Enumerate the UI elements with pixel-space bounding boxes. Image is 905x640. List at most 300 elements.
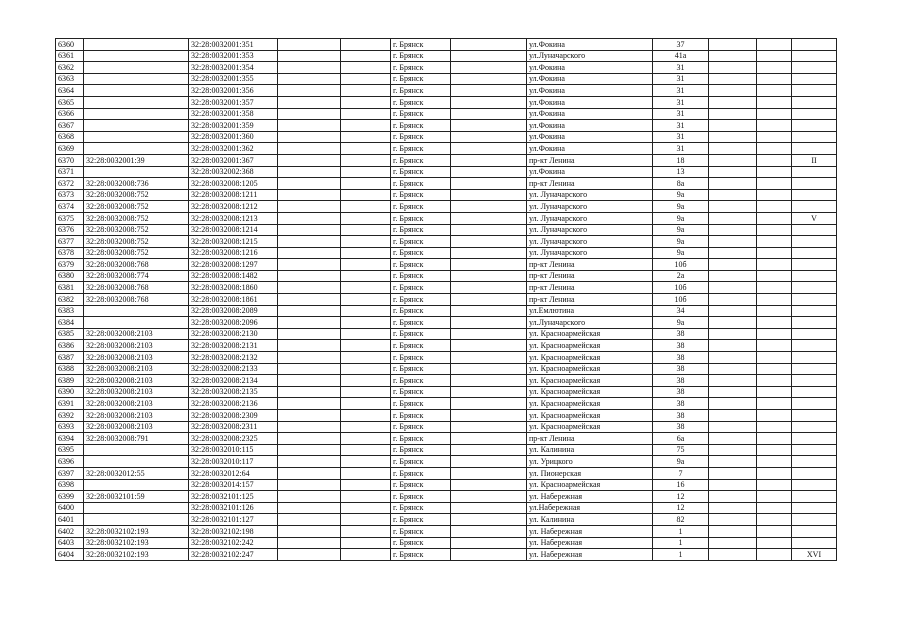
empty-cell: [451, 317, 527, 329]
empty-cell: [451, 514, 527, 526]
empty-cell: [709, 525, 757, 537]
cadastral-number: 32:28:0032102:242: [189, 537, 278, 549]
cadastral-number: 32:28:0032008:2311: [189, 421, 278, 433]
empty-cell: [709, 120, 757, 132]
row-number: 6362: [56, 62, 84, 74]
empty-cell: [341, 305, 391, 317]
table-row: [56, 166, 837, 178]
house-number: 37: [653, 39, 709, 51]
empty-cell: [757, 39, 792, 51]
empty-cell: [341, 352, 391, 364]
mark-cell: [792, 143, 837, 155]
cadastral-number: 32:28:0032001:354: [189, 62, 278, 74]
city-cell: г. Брянск: [391, 85, 451, 97]
mark-cell: [792, 444, 837, 456]
empty-cell: [278, 537, 341, 549]
mark-cell: [792, 433, 837, 445]
empty-cell: [341, 85, 391, 97]
table-row: [56, 259, 837, 271]
empty-cell: [451, 549, 527, 561]
mark-cell: [792, 294, 837, 306]
cadastral-number: 32:28:0032101:125: [189, 491, 278, 503]
empty-cell: [757, 143, 792, 155]
house-number: 38: [653, 398, 709, 410]
empty-cell: [709, 178, 757, 190]
empty-cell: [341, 154, 391, 166]
parent-cadastral-number: 32:28:0032008:2103: [84, 398, 189, 410]
city-cell: г. Брянск: [391, 410, 451, 422]
empty-cell: [709, 62, 757, 74]
street-cell: пр-кт Ленина: [527, 282, 653, 294]
parent-cadastral-number: 32:28:0032008:768: [84, 282, 189, 294]
empty-cell: [757, 96, 792, 108]
empty-cell: [341, 62, 391, 74]
city-cell: г. Брянск: [391, 421, 451, 433]
empty-cell: [451, 456, 527, 468]
cadastral-number: 32:28:0032008:1860: [189, 282, 278, 294]
cadastral-number: 32:28:0032014:157: [189, 479, 278, 491]
table-row: [56, 294, 837, 306]
mark-cell: [792, 108, 837, 120]
street-cell: ул. Набережная: [527, 537, 653, 549]
cadastral-number: 32:28:0032008:1205: [189, 178, 278, 190]
parent-cadastral-number: 32:28:0032008:752: [84, 201, 189, 213]
house-number: 38: [653, 363, 709, 375]
house-number: 18: [653, 154, 709, 166]
mark-cell: [792, 456, 837, 468]
mark-cell: [792, 236, 837, 248]
cadastral-number: 32:28:0032008:1214: [189, 224, 278, 236]
city-cell: г. Брянск: [391, 294, 451, 306]
house-number: 9а: [653, 236, 709, 248]
empty-cell: [451, 294, 527, 306]
city-cell: г. Брянск: [391, 96, 451, 108]
mark-cell: [792, 39, 837, 51]
table-row: [56, 317, 837, 329]
cadastral-number: 32:28:0032008:2096: [189, 317, 278, 329]
table-row: [56, 131, 837, 143]
cadastral-number: 32:28:0032002:368: [189, 166, 278, 178]
cadastral-number: 32:28:0032001:357: [189, 96, 278, 108]
empty-cell: [278, 375, 341, 387]
empty-cell: [341, 479, 391, 491]
street-cell: ул. Красноармейская: [527, 352, 653, 364]
empty-cell: [451, 305, 527, 317]
empty-cell: [709, 143, 757, 155]
empty-cell: [757, 62, 792, 74]
street-cell: ул. Красноармейская: [527, 375, 653, 387]
empty-cell: [341, 317, 391, 329]
table-row: [56, 143, 837, 155]
empty-cell: [451, 525, 527, 537]
table-row: [56, 212, 837, 224]
empty-cell: [757, 50, 792, 62]
mark-cell: [792, 50, 837, 62]
cadastral-number: 32:28:0032008:1211: [189, 189, 278, 201]
street-cell: ул. Красноармейская: [527, 340, 653, 352]
empty-cell: [709, 73, 757, 85]
mark-cell: [792, 467, 837, 479]
cadastral-number: 32:28:0032001:355: [189, 73, 278, 85]
empty-cell: [278, 189, 341, 201]
empty-cell: [757, 212, 792, 224]
mark-cell: [792, 479, 837, 491]
house-number: 9а: [653, 212, 709, 224]
house-number: 12: [653, 502, 709, 514]
parent-cadastral-number: 32:28:0032008:2103: [84, 410, 189, 422]
row-number: 6393: [56, 421, 84, 433]
house-number: 9а: [653, 224, 709, 236]
row-number: 6382: [56, 294, 84, 306]
row-number: 6404: [56, 549, 84, 561]
mark-cell: [792, 328, 837, 340]
street-cell: ул. Красноармейская: [527, 328, 653, 340]
empty-cell: [709, 39, 757, 51]
empty-cell: [709, 421, 757, 433]
city-cell: г. Брянск: [391, 50, 451, 62]
empty-cell: [757, 328, 792, 340]
street-cell: пр-кт Ленина: [527, 433, 653, 445]
empty-cell: [709, 514, 757, 526]
empty-cell: [757, 467, 792, 479]
table-row: [56, 340, 837, 352]
empty-cell: [757, 247, 792, 259]
street-cell: ул. Луначарского: [527, 212, 653, 224]
empty-cell: [278, 363, 341, 375]
table-row: [56, 537, 837, 549]
row-number: 6391: [56, 398, 84, 410]
house-number: 8а: [653, 178, 709, 190]
cadastral-number: 32:28:0032101:127: [189, 514, 278, 526]
empty-cell: [341, 178, 391, 190]
mark-cell: [792, 62, 837, 74]
cadastral-number: 32:28:0032001:367: [189, 154, 278, 166]
empty-cell: [709, 433, 757, 445]
empty-cell: [278, 85, 341, 97]
empty-cell: [341, 386, 391, 398]
house-number: 38: [653, 386, 709, 398]
empty-cell: [757, 189, 792, 201]
empty-cell: [709, 189, 757, 201]
parent-cadastral-number: 32:28:0032008:768: [84, 259, 189, 271]
parent-cadastral-number: 32:28:0032008:2103: [84, 421, 189, 433]
empty-cell: [709, 386, 757, 398]
empty-cell: [709, 491, 757, 503]
house-number: 9а: [653, 247, 709, 259]
table-row: [56, 224, 837, 236]
house-number: 38: [653, 328, 709, 340]
empty-cell: [757, 85, 792, 97]
table-row: [56, 282, 837, 294]
empty-cell: [709, 224, 757, 236]
row-number: 6373: [56, 189, 84, 201]
street-cell: ул.Фокина: [527, 73, 653, 85]
empty-cell: [451, 502, 527, 514]
table-row: [56, 410, 837, 422]
empty-cell: [451, 120, 527, 132]
city-cell: г. Брянск: [391, 537, 451, 549]
parent-cadastral-number: 32:28:0032102:193: [84, 525, 189, 537]
parent-cadastral-number: 32:28:0032008:2103: [84, 340, 189, 352]
city-cell: г. Брянск: [391, 491, 451, 503]
empty-cell: [709, 131, 757, 143]
parent-cadastral-number: [84, 305, 189, 317]
empty-cell: [341, 491, 391, 503]
mark-cell: [792, 317, 837, 329]
empty-cell: [278, 236, 341, 248]
street-cell: ул. Набережная: [527, 491, 653, 503]
empty-cell: [451, 386, 527, 398]
empty-cell: [709, 410, 757, 422]
parent-cadastral-number: [84, 73, 189, 85]
row-number: 6372: [56, 178, 84, 190]
city-cell: г. Брянск: [391, 224, 451, 236]
empty-cell: [709, 456, 757, 468]
empty-cell: [757, 514, 792, 526]
empty-cell: [451, 444, 527, 456]
city-cell: г. Брянск: [391, 456, 451, 468]
row-number: 6363: [56, 73, 84, 85]
empty-cell: [341, 502, 391, 514]
empty-cell: [278, 502, 341, 514]
parent-cadastral-number: 32:28:0032008:2103: [84, 375, 189, 387]
street-cell: ул. Калинина: [527, 514, 653, 526]
mark-cell: [792, 259, 837, 271]
house-number: 13: [653, 166, 709, 178]
empty-cell: [341, 96, 391, 108]
cadastral-number: 32:28:0032008:2089: [189, 305, 278, 317]
row-number: 6376: [56, 224, 84, 236]
table-row: [56, 363, 837, 375]
mark-cell: [792, 282, 837, 294]
empty-cell: [278, 479, 341, 491]
empty-cell: [709, 259, 757, 271]
street-cell: ул. Калинина: [527, 444, 653, 456]
street-cell: ул. Луначарского: [527, 236, 653, 248]
parent-cadastral-number: [84, 502, 189, 514]
table-row: [56, 479, 837, 491]
empty-cell: [278, 224, 341, 236]
city-cell: г. Брянск: [391, 375, 451, 387]
empty-cell: [341, 201, 391, 213]
empty-cell: [278, 398, 341, 410]
empty-cell: [278, 50, 341, 62]
parent-cadastral-number: 32:28:0032008:2103: [84, 328, 189, 340]
house-number: 1: [653, 537, 709, 549]
empty-cell: [278, 62, 341, 74]
empty-cell: [341, 73, 391, 85]
table-row: [56, 502, 837, 514]
row-number: 6367: [56, 120, 84, 132]
row-number: 6384: [56, 317, 84, 329]
city-cell: г. Брянск: [391, 212, 451, 224]
street-cell: ул.Фокина: [527, 131, 653, 143]
empty-cell: [278, 467, 341, 479]
empty-cell: [278, 352, 341, 364]
cadastral-number: 32:28:0032008:2133: [189, 363, 278, 375]
empty-cell: [341, 50, 391, 62]
empty-cell: [757, 166, 792, 178]
empty-cell: [709, 340, 757, 352]
table-row: [56, 62, 837, 74]
cadastral-number: 32:28:0032001:353: [189, 50, 278, 62]
cadastral-number: 32:28:0032008:2325: [189, 433, 278, 445]
parent-cadastral-number: 32:28:0032102:193: [84, 537, 189, 549]
city-cell: г. Брянск: [391, 236, 451, 248]
empty-cell: [278, 433, 341, 445]
parent-cadastral-number: [84, 143, 189, 155]
row-number: 6378: [56, 247, 84, 259]
house-number: 31: [653, 62, 709, 74]
city-cell: г. Брянск: [391, 479, 451, 491]
empty-cell: [451, 352, 527, 364]
row-number: 6383: [56, 305, 84, 317]
empty-cell: [709, 352, 757, 364]
empty-cell: [451, 85, 527, 97]
mark-cell: [792, 73, 837, 85]
cadastral-number: 32:28:0032001:359: [189, 120, 278, 132]
parent-cadastral-number: [84, 444, 189, 456]
empty-cell: [757, 398, 792, 410]
row-number: 6360: [56, 39, 84, 51]
house-number: 31: [653, 73, 709, 85]
mark-cell: [792, 363, 837, 375]
empty-cell: [757, 340, 792, 352]
empty-cell: [341, 108, 391, 120]
empty-cell: [757, 178, 792, 190]
table-row: [56, 201, 837, 213]
city-cell: г. Брянск: [391, 143, 451, 155]
cadastral-number: 32:28:0032010:117: [189, 456, 278, 468]
row-number: 6395: [56, 444, 84, 456]
empty-cell: [278, 247, 341, 259]
empty-cell: [451, 62, 527, 74]
parent-cadastral-number: [84, 120, 189, 132]
city-cell: г. Брянск: [391, 444, 451, 456]
mark-cell: [792, 224, 837, 236]
empty-cell: [451, 154, 527, 166]
empty-cell: [451, 259, 527, 271]
street-cell: ул. Набережная: [527, 549, 653, 561]
cadastral-number: 32:28:0032012:64: [189, 467, 278, 479]
mark-cell: [792, 410, 837, 422]
parent-cadastral-number: 32:28:0032008:774: [84, 270, 189, 282]
empty-cell: [709, 282, 757, 294]
empty-cell: [341, 120, 391, 132]
mark-cell: [792, 247, 837, 259]
parent-cadastral-number: [84, 479, 189, 491]
empty-cell: [278, 39, 341, 51]
cadastral-number: 32:28:0032008:1213: [189, 212, 278, 224]
parent-cadastral-number: 32:28:0032012:55: [84, 467, 189, 479]
row-number: 6371: [56, 166, 84, 178]
empty-cell: [757, 108, 792, 120]
empty-cell: [451, 340, 527, 352]
table-row: [56, 85, 837, 97]
mark-cell: [792, 525, 837, 537]
parent-cadastral-number: 32:28:0032102:193: [84, 549, 189, 561]
row-number: 6381: [56, 282, 84, 294]
city-cell: г. Брянск: [391, 305, 451, 317]
parent-cadastral-number: 32:28:0032008:736: [84, 178, 189, 190]
city-cell: г. Брянск: [391, 108, 451, 120]
table-row: [56, 50, 837, 62]
table-row: [56, 421, 837, 433]
empty-cell: [709, 96, 757, 108]
empty-cell: [278, 444, 341, 456]
empty-cell: [341, 514, 391, 526]
table-row: [56, 247, 837, 259]
empty-cell: [278, 328, 341, 340]
parent-cadastral-number: [84, 166, 189, 178]
row-number: 6397: [56, 467, 84, 479]
mark-cell: [792, 375, 837, 387]
empty-cell: [709, 317, 757, 329]
street-cell: ул.Фокина: [527, 39, 653, 51]
row-number: 6387: [56, 352, 84, 364]
empty-cell: [709, 398, 757, 410]
empty-cell: [757, 386, 792, 398]
cadastral-number: 32:28:0032008:2131: [189, 340, 278, 352]
street-cell: ул. Пионерская: [527, 467, 653, 479]
mark-cell: [792, 491, 837, 503]
empty-cell: [451, 467, 527, 479]
street-cell: ул.Луначарского: [527, 317, 653, 329]
empty-cell: [709, 537, 757, 549]
empty-cell: [451, 189, 527, 201]
empty-cell: [278, 514, 341, 526]
table-row: [56, 444, 837, 456]
cadastral-number: 32:28:0032102:198: [189, 525, 278, 537]
city-cell: г. Брянск: [391, 282, 451, 294]
empty-cell: [451, 282, 527, 294]
mark-cell: [792, 421, 837, 433]
house-number: 9а: [653, 201, 709, 213]
city-cell: г. Брянск: [391, 62, 451, 74]
parent-cadastral-number: 32:28:0032008:791: [84, 433, 189, 445]
parent-cadastral-number: 32:28:0032008:752: [84, 247, 189, 259]
city-cell: г. Брянск: [391, 467, 451, 479]
row-number: 6389: [56, 375, 84, 387]
empty-cell: [757, 305, 792, 317]
empty-cell: [341, 39, 391, 51]
empty-cell: [757, 363, 792, 375]
empty-cell: [451, 537, 527, 549]
empty-cell: [341, 294, 391, 306]
empty-cell: [709, 166, 757, 178]
empty-cell: [278, 166, 341, 178]
street-cell: ул.Фокина: [527, 85, 653, 97]
table-row: [56, 178, 837, 190]
empty-cell: [451, 491, 527, 503]
house-number: 82: [653, 514, 709, 526]
city-cell: г. Брянск: [391, 525, 451, 537]
street-cell: ул. Красноармейская: [527, 479, 653, 491]
row-number: 6365: [56, 96, 84, 108]
cadastral-number: 32:28:0032008:1482: [189, 270, 278, 282]
empty-cell: [451, 212, 527, 224]
empty-cell: [341, 456, 391, 468]
empty-cell: [451, 236, 527, 248]
empty-cell: [451, 328, 527, 340]
row-number: 6401: [56, 514, 84, 526]
street-cell: ул. Красноармейская: [527, 398, 653, 410]
empty-cell: [709, 247, 757, 259]
cadastral-number: 32:28:0032102:247: [189, 549, 278, 561]
row-number: 6400: [56, 502, 84, 514]
city-cell: г. Брянск: [391, 178, 451, 190]
city-cell: г. Брянск: [391, 131, 451, 143]
